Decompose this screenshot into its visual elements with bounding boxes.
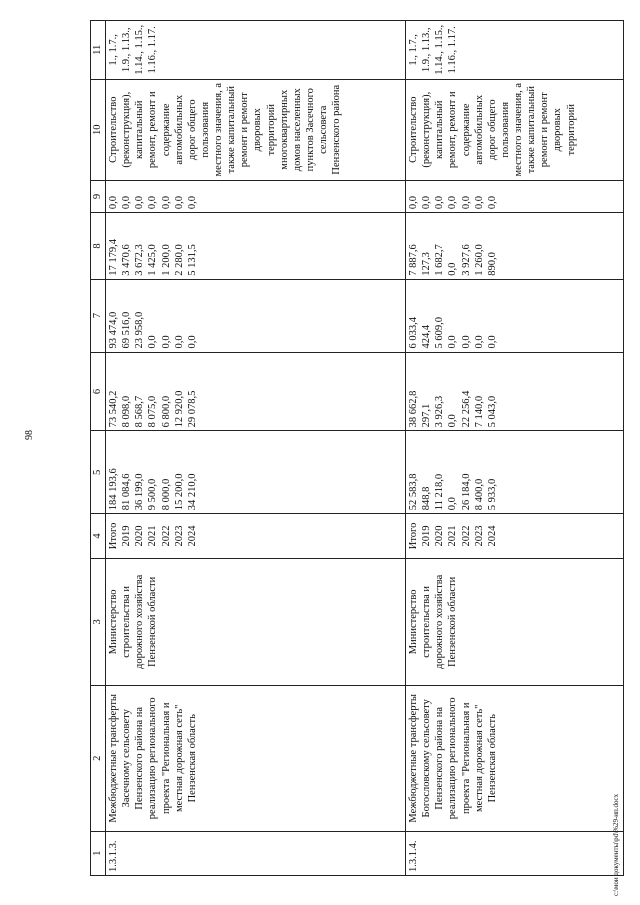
header-cell: 10 [91,79,106,180]
executor-name: Министерство строительства и дорожного хозяйства Пензенской области [406,558,624,685]
years-list: Итого 2019 2020 2021 2022 2023 2024 [106,514,406,558]
expected-result: Строительство (реконструкция), капитальный ремонт, ремонт и содержание автомобильных дорог общего пользования местного значения, а также капитальный ремонт и ремонт дворовых территорий многоквартирных домов населенных пунктов Засечного сельсовета Пензенского района [106,79,406,180]
header-cell: 11 [91,21,106,80]
total-funding: 184 193,6 81 084,6 36 199,0 9 500,0 8 000,0 15 200,0 34 210,0 [106,431,406,514]
funding-col8: 7 887,6 127,3 1 682,7 0,0 3 927,6 1 260,0 890,0 [406,213,624,280]
measure-name: Межбюджетные трансферты Богословскому сельсовету Пензенского района на реализацию регионального проекта "Региональная и местная дорожная сеть" Пензенская область [406,686,624,832]
header-cell: 7 [91,279,106,352]
header-row [91,21,106,876]
funding-col7: 93 474,0 69 516,0 23 958,0 0,0 0,0 0,0 0,0 [106,279,406,352]
indicator-links: 1., 1.7., 1.9., 1.13., 1.14., 1.15., 1.16., 1.17. [106,21,406,80]
page-number: 98 [24,430,35,440]
total-funding: 52 583,8 848,8 11 218,0 0,0 26 184,0 8 400,0 5 933,0 [406,431,624,514]
header-cell: 2 [91,686,106,832]
row-number: 1.3.1.3. [106,831,406,875]
program-table [90,20,624,876]
table-row [406,21,624,876]
funding-col6: 73 540,2 8 098,0 8 568,7 8 075,0 6 800,0 12 920,0 29 078,5 [106,352,406,431]
row-number: 1.3.1.4. [406,831,624,875]
expected-result: Строительство (реконструкция), капитальный ремонт, ремонт и содержание автомобильных дорог общего пользования местного значения, а также капитальный ремонт и ремонт дворовых территорий [406,79,624,180]
funding-col8: 17 179,4 3 470,6 3 672,3 1 425,0 1 200,0 2 280,0 5 131,5 [106,213,406,280]
header-cell: 1 [91,831,106,875]
header-cell: 9 [91,180,106,212]
years-list: Итого 2019 2020 2021 2022 2023 2024 [406,514,624,558]
funding-col7: 6 033,4 424,4 5 609,0 0,0 0,0 0,0 0,0 [406,279,624,352]
header-cell: 3 [91,558,106,685]
header-cell: 8 [91,213,106,280]
funding-col9: 0,0 0,0 0,0 0,0 0,0 0,0 0,0 [106,180,406,212]
header-cell: 5 [91,431,106,514]
funding-col6: 38 662,8 297,1 3 926,3 0,0 22 256,4 7 140,0 5 043,0 [406,352,624,431]
footer-file-path: c:\мои документы\pd\%29-ип.docx [612,793,620,896]
header-cell: 4 [91,514,106,558]
header-cell: 6 [91,352,106,431]
measure-name: Межбюджетные трансферты Засечному сельсовету Пензенского района на реализацию регионального проекта "Региональная и местная дорожная сеть" Пензенская область [106,686,406,832]
executor-name: Министерство строительства и дорожного хозяйства Пензенской области [106,558,406,685]
indicator-links: 1., 1.7., 1.9., 1.13., 1.14., 1.15., 1.16., 1.17. [406,21,624,80]
table-row [106,21,406,876]
funding-col9: 0,0 0,0 0,0 0,0 0,0 0,0 0,0 [406,180,624,212]
rotated-table-container [90,20,624,876]
